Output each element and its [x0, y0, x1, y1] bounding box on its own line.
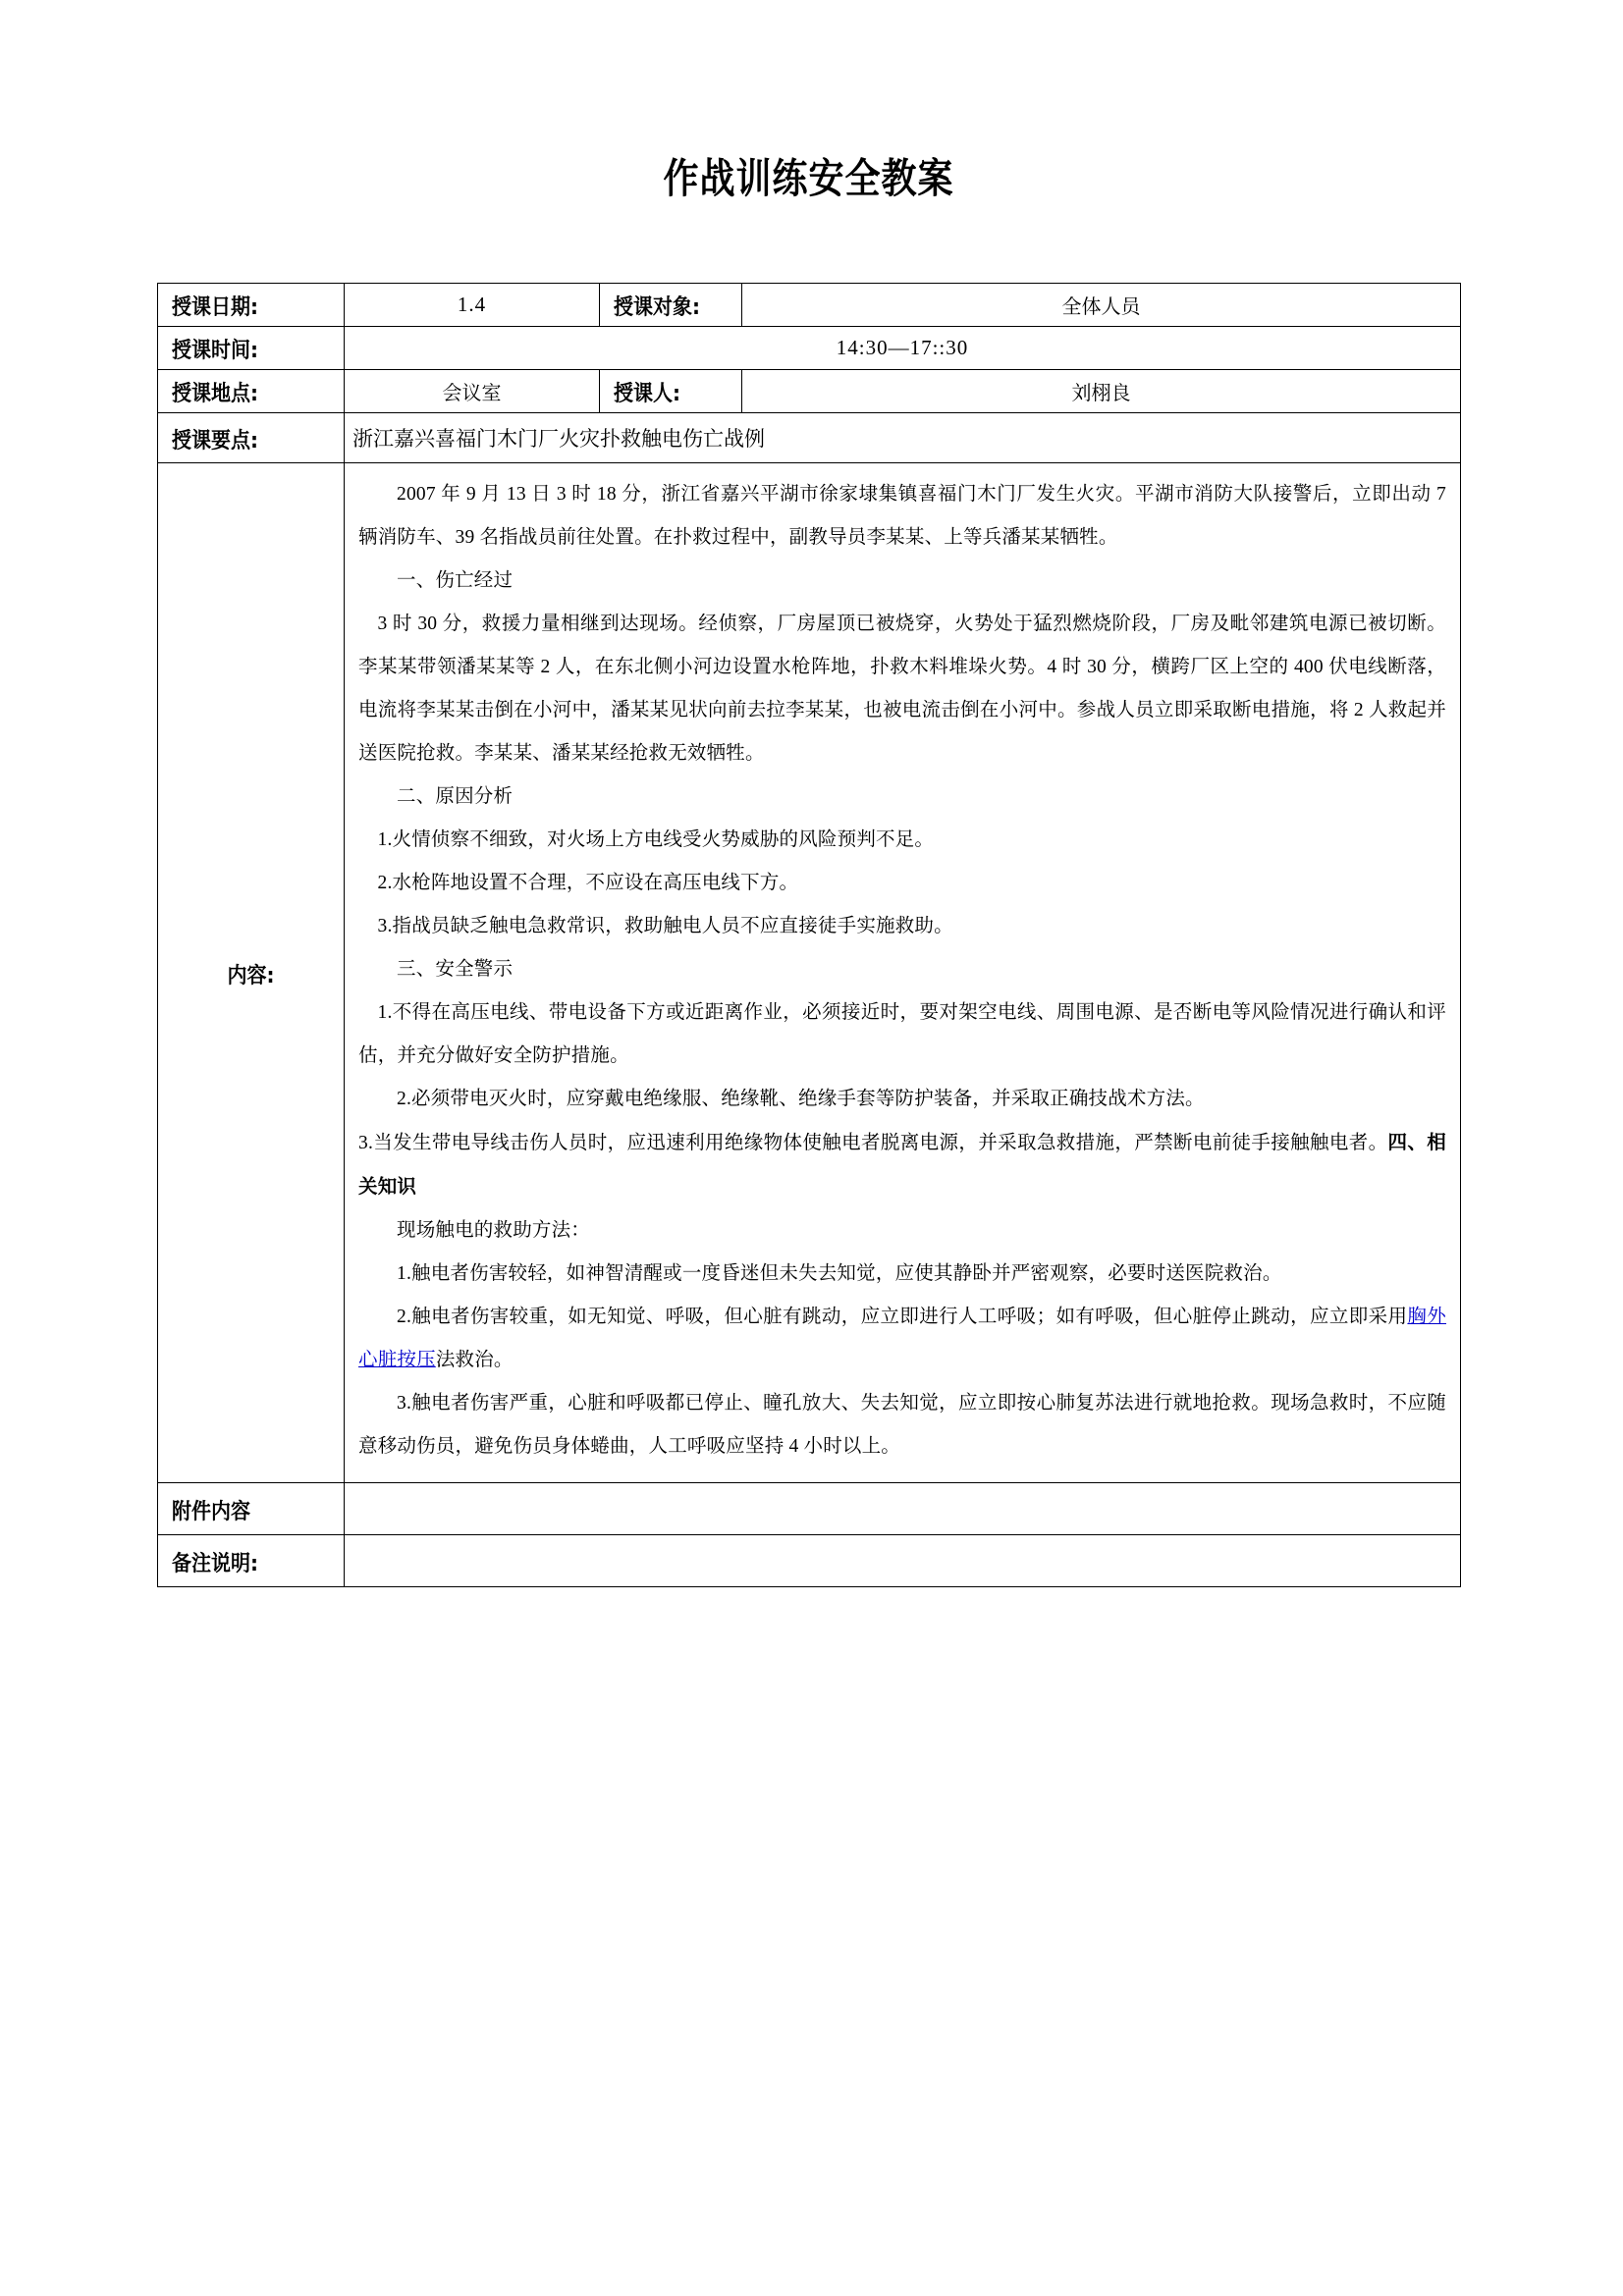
lesson-plan-table	[157, 283, 1461, 1587]
cell-label-instructor	[600, 370, 742, 413]
value-key-points: 浙江嘉兴喜福门木门厂火灾扑救触电伤亡战例	[352, 427, 765, 451]
value-teaching-date: 1.4	[457, 293, 487, 316]
content-paragraph: 现场触电的救助方法：	[397, 1220, 591, 1241]
content-heading-1: 一、伤亡经过	[397, 570, 514, 591]
cell-value-instructor	[742, 370, 1461, 413]
table-row-teaching-place	[158, 370, 1461, 413]
table-row-remark	[158, 1535, 1461, 1587]
cell-value-content	[345, 463, 1461, 1483]
value-attachment	[345, 1499, 1460, 1519]
label-attachment: 附件内容	[172, 1497, 250, 1524]
cell-label-teaching-date	[158, 284, 345, 327]
label-teaching-date: 授课日期:	[172, 293, 258, 320]
table-row-attachment	[158, 1483, 1461, 1535]
label-teaching-time: 授课时间:	[172, 336, 258, 363]
cell-value-remark[interactable]	[345, 1535, 1461, 1587]
content-paragraph: 2007 年 9 月 13 日 3 时 18 分，浙江省嘉兴平湖市徐家埭集镇喜福门木门厂发生火灾。平湖市消防大队接警后，立即出动 7 辆消防车、39 名指战员前往处置。在扑救过程中，副教导员李某某、上等兵潘某某牺牲。	[358, 484, 1446, 548]
cell-label-teaching-place	[158, 370, 345, 413]
cell-label-teaching-time	[158, 327, 345, 370]
content-heading-4: 四、相关知识	[358, 1131, 1446, 1198]
label-remark: 备注说明:	[172, 1549, 258, 1576]
table-row-teaching-date	[158, 284, 1461, 327]
content-paragraph-text: 3.当发生带电导线击伤人员时，应迅速利用绝缘物体使触电者脱离电源，并采取急救措施，严禁断电前徒手接触触电者。	[358, 1133, 1388, 1153]
cell-value-audience	[742, 284, 1461, 327]
content-heading-3: 三、安全警示	[397, 959, 514, 980]
content-paragraph-with-link	[358, 1296, 1446, 1382]
cell-value-key-points	[345, 413, 1461, 463]
table-row-key-points	[158, 413, 1461, 463]
table-row-teaching-time	[158, 327, 1461, 370]
content-paragraph: 3.触电者伤害严重，心脏和呼吸都已停止、瞳孔放大、失去知觉，应立即按心肺复苏法进行就地抢救。现场急救时，不应随意移动伤员，避免伤员身体蜷曲，人工呼吸应坚持 4 小时以上。	[358, 1393, 1446, 1457]
page-title: 作战训练安全教案	[663, 156, 954, 203]
content-paragraph: 1.火情侦察不细致，对火场上方电线受火势威胁的风险预判不足。	[377, 829, 935, 850]
cell-value-teaching-time	[345, 327, 1461, 370]
label-teaching-place: 授课地点:	[172, 379, 258, 406]
cell-value-teaching-date	[345, 284, 600, 327]
cell-value-teaching-place	[345, 370, 600, 413]
cell-label-attachment	[158, 1483, 345, 1535]
content-paragraph: 1.触电者伤害较轻，如神智清醒或一度昏迷但未失去知觉，应使其静卧并严密观察，必要时送医院救治。	[397, 1263, 1282, 1284]
value-audience: 全体人员	[1061, 296, 1141, 318]
content-paragraph: 3 时 30 分，救援力量相继到达现场。经侦察，厂房屋顶已被烧穿，火势处于猛烈燃烧阶段，厂房及毗邻建筑电源已被切断。李某某带领潘某某等 2 人，在东北侧小河边设置水枪阵地，扑救木料堆垛火势。4 时 30 分，横跨厂区上空的 400 伏电线断落，电流将李某某击倒在小河中，潘某某见状向前去拉李某某，也被电流击倒在小河中。参战人员立即采取断电措施，将 2 人救起并送医院抢救。李某某、潘某某经抢救无效牺牲。	[358, 614, 1446, 764]
content-paragraph-text-before-link: 2.触电者伤害较重，如无知觉、呼吸，但心脏有跳动，应立即进行人工呼吸；如有呼吸，但心脏停止跳动，应立即采用	[397, 1307, 1408, 1327]
content-paragraph-with-bold-heading	[358, 1121, 1446, 1209]
value-remark	[345, 1551, 1460, 1571]
label-audience: 授课对象:	[614, 293, 700, 320]
cell-value-attachment[interactable]	[345, 1483, 1461, 1535]
value-teaching-place: 会议室	[442, 383, 502, 404]
label-key-points: 授课要点:	[172, 426, 258, 454]
table-row-content	[158, 463, 1461, 1483]
label-instructor: 授课人:	[614, 379, 680, 406]
content-heading-2: 二、原因分析	[397, 786, 514, 807]
cell-label-key-points	[158, 413, 345, 463]
content-paragraph: 1.不得在高压电线、带电设备下方或近距离作业，必须接近时，要对架空电线、周围电源、是否断电等风险情况进行确认和评估，并充分做好安全防护措施。	[358, 1002, 1446, 1066]
content-paragraph-text-after-link: 法救治。	[435, 1350, 514, 1370]
cell-label-remark	[158, 1535, 345, 1587]
content-paragraph: 2.必须带电灭火时，应穿戴电绝缘服、绝缘靴、绝缘手套等防护装备，并采取正确技战术方法。	[397, 1089, 1205, 1109]
cell-label-content	[158, 463, 345, 1483]
content-paragraph: 2.水枪阵地设置不合理，不应设在高压电线下方。	[377, 873, 799, 893]
content-paragraph: 3.指战员缺乏触电急救常识，救助触电人员不应直接徒手实施救助。	[377, 916, 953, 936]
value-instructor: 刘栩良	[1071, 383, 1131, 404]
cell-label-audience	[600, 284, 742, 327]
value-teaching-time: 14:30—17::30	[836, 336, 969, 359]
label-content: 内容:	[227, 961, 275, 988]
cpr-chest-compression-link[interactable]: 胸外心脏按压	[358, 1307, 1446, 1370]
